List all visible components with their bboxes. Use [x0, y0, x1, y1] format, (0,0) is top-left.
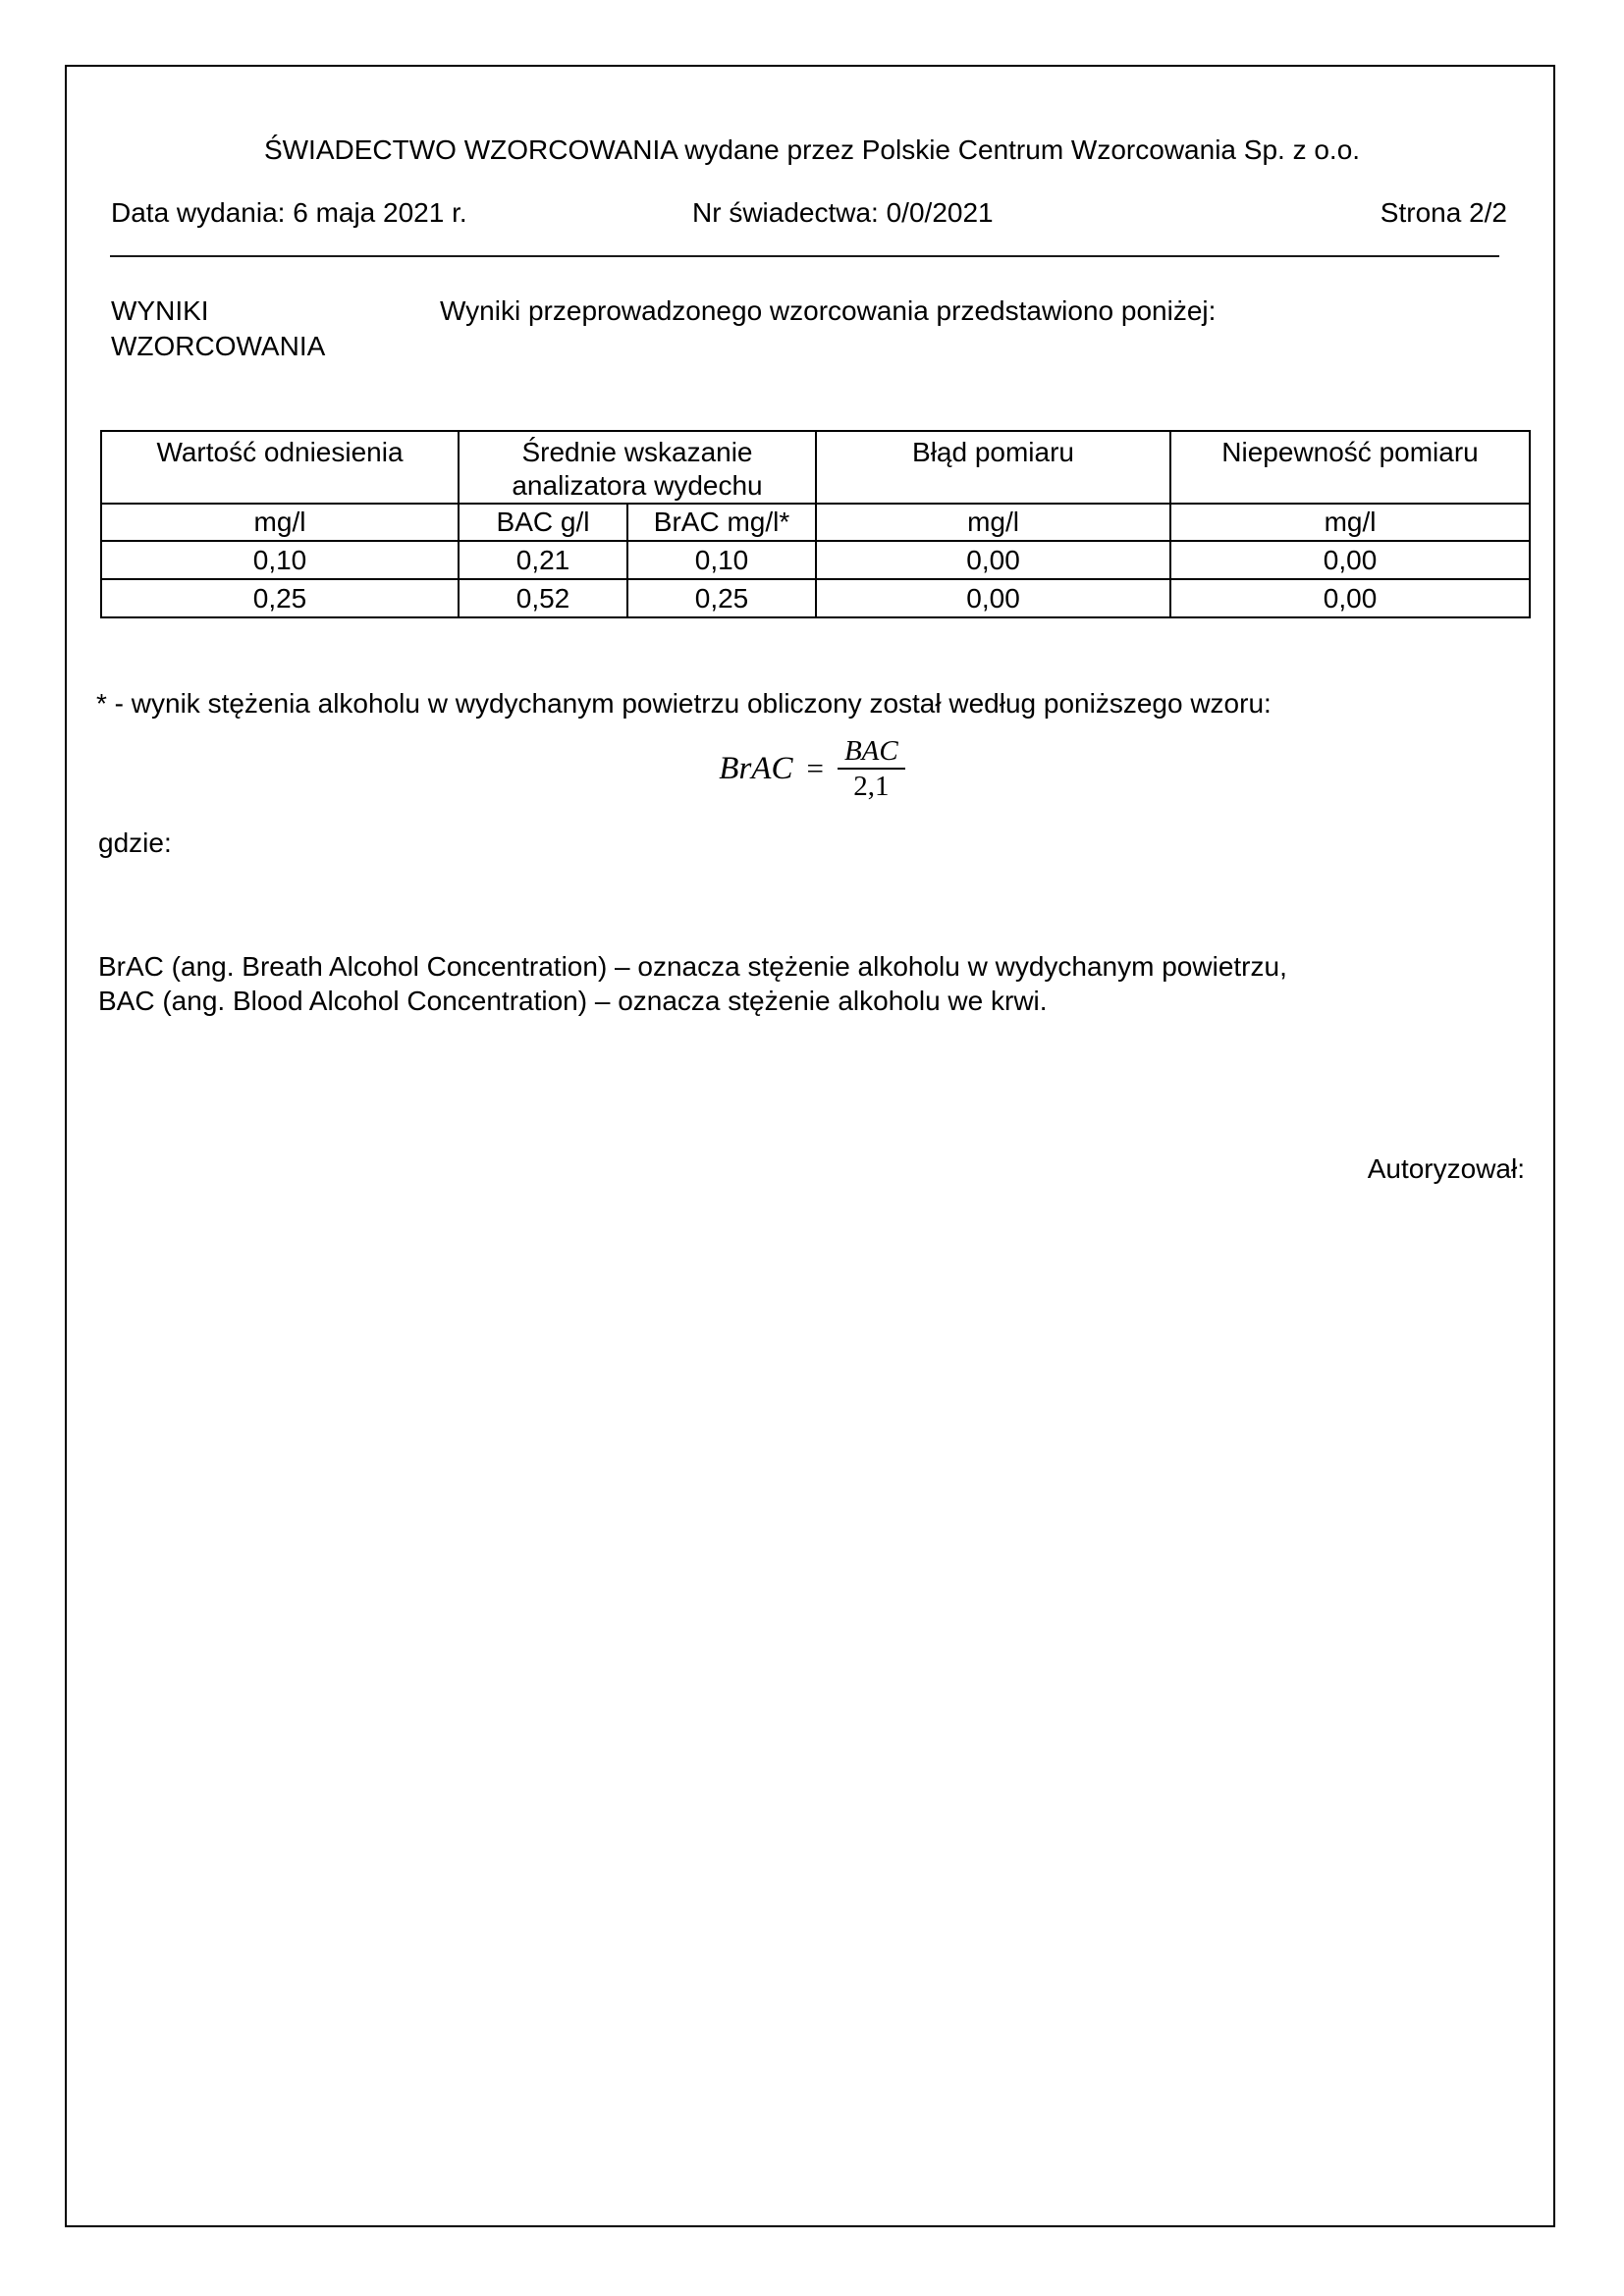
value-cell: 0,00 [1170, 579, 1530, 617]
formula-lhs: BrAC [719, 750, 793, 786]
formula-numerator: BAC [838, 736, 905, 770]
formula-denominator: 2,1 [853, 771, 890, 802]
bac-definition: BAC (ang. Blood Alcohol Concentration) – oznacza stężenie alkoholu we krwi. [98, 986, 1048, 1016]
header-reference-value: Wartość odniesienia [101, 431, 459, 504]
table-header-row [101, 431, 1530, 504]
value-cell: 0,10 [101, 541, 459, 579]
value-cell: 0,21 [459, 541, 627, 579]
value-cell: 0,10 [627, 541, 816, 579]
results-section-label-line1: WYNIKI [111, 295, 209, 326]
results-intro-text: Wyniki przeprowadzonego wzorcowania przedstawiono poniżej: [440, 295, 1217, 326]
results-section-label-line2: WZORCOWANIA [111, 331, 326, 361]
calibration-results-table [100, 430, 1531, 618]
page-border [65, 65, 1555, 2227]
value-cell: 0,52 [459, 579, 627, 617]
unit-cell: mg/l [816, 504, 1170, 541]
unit-cell: mg/l [101, 504, 459, 541]
unit-cell: BAC g/l [459, 504, 627, 541]
header-measurement-error: Błąd pomiaru [816, 431, 1170, 504]
header-measurement-uncertainty: Niepewność pomiaru [1170, 431, 1530, 504]
header-divider [110, 255, 1499, 257]
table-units-row [101, 504, 1530, 541]
table-row [101, 541, 1530, 579]
brac-formula [0, 736, 1624, 801]
header-mean-indication: Średnie wskazanie analizatora wydechu [459, 431, 816, 504]
brac-definition: BrAC (ang. Breath Alcohol Concentration) – oznacza stężenie alkoholu w wydychanym powietrzu, [98, 951, 1287, 982]
formula-fraction [838, 736, 905, 801]
asterisk-footnote: * - wynik stężenia alkoholu w wydychanym powietrzu obliczony został według poniższego wzoru: [96, 688, 1272, 719]
value-cell: 0,00 [816, 541, 1170, 579]
unit-cell: BrAC mg/l* [627, 504, 816, 541]
where-label: gdzie: [98, 828, 172, 858]
unit-cell: mg/l [1170, 504, 1530, 541]
value-cell: 0,00 [1170, 541, 1530, 579]
table-row [101, 579, 1530, 617]
page-number: Strona 2/2 [1380, 197, 1507, 228]
document-title: ŚWIADECTWO WZORCOWANIA wydane przez Polskie Centrum Wzorcowania Sp. z o.o. [263, 134, 1361, 165]
formula-equals-sign: = [806, 751, 824, 785]
value-cell: 0,00 [816, 579, 1170, 617]
value-cell: 0,25 [101, 579, 459, 617]
authorized-by-label: Autoryzował: [1367, 1153, 1525, 1184]
value-cell: 0,25 [627, 579, 816, 617]
certificate-number: Nr świadectwa: 0/0/2021 [692, 197, 994, 228]
abbreviation-definitions [98, 949, 1287, 1018]
issue-date: Data wydania: 6 maja 2021 r. [111, 197, 467, 228]
results-section-label [111, 294, 425, 364]
